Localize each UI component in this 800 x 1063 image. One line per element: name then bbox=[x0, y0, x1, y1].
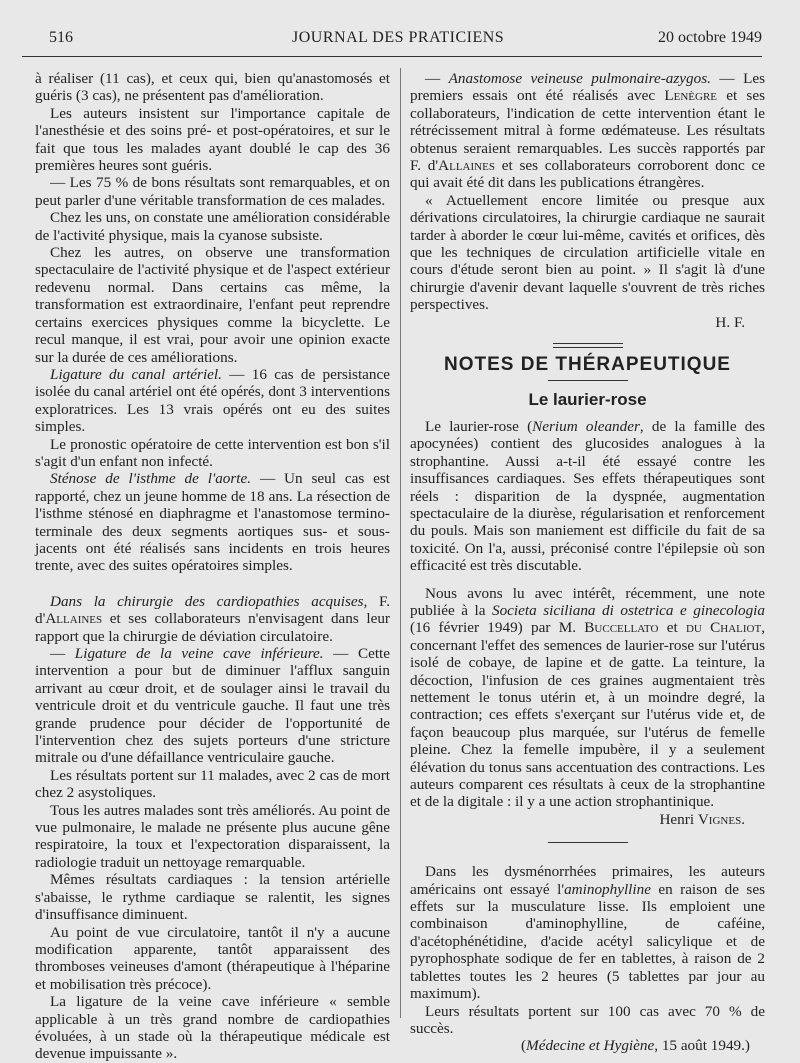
double-rule bbox=[553, 343, 623, 348]
author-name: Buccellato bbox=[584, 619, 659, 637]
journal-title: JOURNAL DES PRATICIENS bbox=[292, 29, 505, 46]
author-name: Allaines bbox=[438, 157, 495, 175]
issue-date: 20 octobre 1949 bbox=[658, 29, 762, 46]
paragraph: Le laurier-rose (Nerium oleander, de la famille des apocynées) contient des glucosides analogues à la strophantine. Aussi a-t-il été essayé contre les insuffisances cardiaques. Ses effets thérapeutiques sont réels : disparition de la dyspnée, augmentation spectaculaire de la diurèse, régularisation et renforcement du pouls. Mais son maniement est difficile du fait de sa toxicité. On l'a, aussi, préconisé contre l'épilepsie où son efficacité est très discutable. bbox=[410, 417, 765, 575]
paragraph: Le pronostic opératoire de cette intervention est bon s'il s'agit d'un enfant non infecté. bbox=[35, 435, 390, 470]
citation: (Médecine et Hygiène, 15 août 1949.) bbox=[520, 1037, 750, 1055]
subheading: Ligature du canal artériel. bbox=[50, 365, 222, 383]
left-column bbox=[35, 70, 390, 1063]
author-name: Allaines bbox=[45, 610, 103, 628]
section-rule bbox=[548, 380, 628, 381]
signature: H. F. bbox=[715, 313, 745, 331]
paragraph: Les auteurs insistent sur l'importance capitale de l'anesthésie et des soins pré- et post-opératoires, et sur le fait que tous les malades ayant doublé le cap des 36 premières heures sont guéris. bbox=[35, 104, 390, 175]
paragraph: à réaliser (11 cas), et ceux qui, bien qu'anastomosés et guéris (3 cas), ne présentent pas d'amélioration. bbox=[35, 70, 390, 105]
paragraph: « Actuellement encore limitée ou presque aux dérivations circulatoires, la chirurgie cardiaque ne saurait tarder à aborder le cœur lui-même, cavités et orifices, dès que les techniques de circulation artificielle vitale en cours d'étude seront bien au point. » Il s'agit là d'une chirurgie d'avenir devant laquelle s'ouvrent de très riches perspectives. bbox=[410, 191, 765, 314]
paragraph: Les résultats portent sur 11 malades, avec 2 cas de mort chez 2 asystoliques. bbox=[35, 766, 390, 802]
paragraph: Au point de vue circulatoire, tantôt il n'y a aucune modification apparente, tantôt apparaissent des thromboses veineuses d'amont (thérapeutique à l'héparine et mobilisation très précoce). bbox=[35, 923, 390, 993]
author-name: du Chaliot bbox=[685, 619, 762, 637]
author-name: Lenègre bbox=[664, 87, 718, 105]
article-title: Le laurier-rose bbox=[528, 389, 647, 409]
paragraph: Chez les autres, on observe une transformation spectaculaire de l'activité physique et de l'aspect extérieur redevenu normal. Dans certains cas même, la transformation est extraordinaire, l'enfant peut reprendre certains exercices physiques comme la bicyclette. Le recul manque, il est vrai, pour avoir une opinion exacte sur la durée de ces améliorations. bbox=[35, 244, 390, 366]
paragraph: — Les 75 % de bons résultats sont remarquables, et on peut parler d'une véritable transformation de ces malades. bbox=[35, 174, 390, 209]
subheading: Anastomose veineuse pulmonaire-azygos. bbox=[448, 70, 711, 87]
paragraph: Tous les autres malades sont très améliorés. Au point de vue pulmonaire, le malade ne présente plus aucune gêne respiratoire, la toux et l'expectoration disparaissent, la radiologie traduit un nettoyage remarquable. bbox=[35, 801, 390, 871]
subheading: Dans la chirurgie des cardiopathies acquises, bbox=[50, 592, 368, 610]
paragraph: — Anastomose veineuse pulmonaire-azygos. — Les premiers essais ont été réalisés avec Lenègre et ses collaborateurs, l'indication de cette intervention étant le rétrécissement mitral à forme œdémateuse. Les résultats obtenus seraient remarquables. Les succès rapportés par F. d'Allaines et ses collaborateurs corroborent donc ce qui avait été dit dans les publications étrangères. bbox=[410, 70, 765, 192]
page-number: 516 bbox=[49, 29, 73, 46]
paragraph: La ligature de la veine cave inférieure « semble applicable à un très grand nombre de cardiopathies évoluées, à un stade où la thérapeutique médicale est devenue impuissante ». bbox=[35, 993, 390, 1063]
paragraph: Sténose de l'isthme de l'aorte. — Un seul cas est rapporté, chez un jeune homme de 18 ans. La résection de l'isthme sténosé en diaphragme et l'anastomose termino-terminale des deux segments aortiques sus- et sous-jacents ont été réalisés sans incidents en trois heures trente, avec des suites opératoires simples. bbox=[35, 470, 390, 575]
column-divider bbox=[400, 68, 401, 1018]
paragraph: Dans la chirurgie des cardiopathies acquises, F. d'Allaines et ses collaborateurs n'envisagent dans leur rapport que la chirurgie de déviation circulatoire. bbox=[35, 592, 390, 645]
subheading: Sténose de l'isthme de l'aorte. bbox=[50, 470, 252, 488]
paragraph: — Ligature de la veine cave inférieure. — Cette intervention a pour but de diminuer l'afflux sanguin arrivant au cœur droit, et de soulager ainsi le travail du ventricule droit et du ventricule gauche. Il faut une très grande prudence pour décider de l'opportunité de l'intervention chez des sujets porteurs d'une stricture mitrale ou d'une défaillance ventriculaire gauche. bbox=[35, 645, 391, 767]
section-title: NOTES DE THÉRAPEUTIQUE bbox=[444, 354, 731, 376]
paragraph: Chez les uns, on constate une amélioration considérable de l'activité physique, mais la cyanose subsiste. bbox=[35, 209, 390, 244]
right-column bbox=[410, 70, 765, 1055]
paragraph: Mêmes résultats cardiaques : la tension artérielle s'abaisse, le rythme cardiaque se ralentit, les signes d'insuffisance diminuent. bbox=[35, 871, 390, 924]
paragraph: Leurs résultats portent sur 100 cas avec 70 % de succès. bbox=[410, 1002, 765, 1037]
signature: Henri Vignes. bbox=[659, 810, 745, 828]
page-header bbox=[22, 26, 762, 57]
paragraph: Dans les dysménorrhées primaires, les auteurs américains ont essayé l'aminophylline en raison de ses effets sur la musculature lisse. Ils emploient une combinaison d'aminophylline, de caféine, d'acétophénétidine, d'acide acétyl salicylique et de pyrophosphate sodique de fer en tablettes, à raison de 2 tablettes toutes les 2 heures (5 tablettes par jour au maximum). bbox=[410, 863, 765, 1003]
separator-rule bbox=[548, 842, 628, 843]
subheading: Ligature de la veine cave inférieure. bbox=[74, 645, 324, 662]
paragraph: Nous avons lu avec intérêt, récemment, une note publiée à la Societa siciliana di ostetrica e ginecologia (16 février 1949) par M. Buccellato et du Chaliot, concernant l'effet des semences de laurier-rose sur l'utérus isolé de cobaye, de lapine et de gatte. La teinture, la décoction, l'infusion de ces graines augmentaient très nettement le tonus utérin et, à un moindre degré, la contraction; ces effets s'exerçant sur l'utérus vide et, de façon beaucoup plus marquée, sur l'utérus de femelle pleine. Chez la femelle impubère, il y a seulement élévation du tonus sans accentuation des contractions. Les auteurs comparent ces résultats à ceux de la strophantine et de la digitale : il y a une action strophantinique. bbox=[410, 584, 765, 811]
paragraph: Ligature du canal artériel. — 16 cas de persistance isolée du canal artériel ont été opérés, dont 3 interventions exploratrices. Les 13 vrais opérés ont eu des suites simples. bbox=[35, 365, 390, 436]
